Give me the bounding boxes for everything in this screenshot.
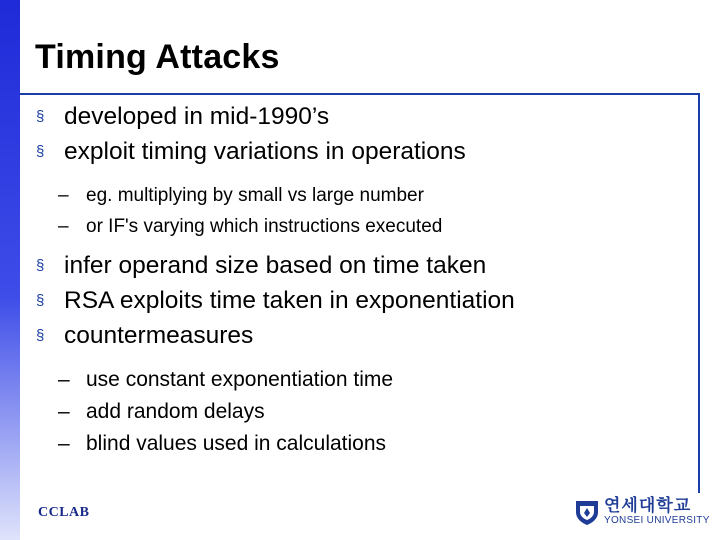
sub-bullet-item <box>58 396 515 428</box>
sub-bullet-item <box>58 428 515 460</box>
section-sign-bullet-icon: § <box>36 292 45 309</box>
sub-bullet-item <box>58 364 515 396</box>
bullet-item <box>36 283 515 318</box>
sub-bullet-item <box>58 180 515 211</box>
dash-marker: – <box>58 185 69 206</box>
bullet-item <box>36 248 515 283</box>
dash-marker: – <box>58 400 70 423</box>
bullet-item <box>36 99 515 134</box>
bullet-text: developed in mid-1990’s <box>64 103 330 130</box>
section-sign-bullet-icon: § <box>36 257 45 274</box>
dash-marker: – <box>58 432 70 455</box>
bullet-item <box>36 318 515 353</box>
bullet-text: exploit timing variations in operations <box>64 138 466 165</box>
section-sign-bullet-icon: § <box>36 327 45 344</box>
bullet-text: RSA exploits time taken in exponentiation <box>64 287 515 314</box>
dash-marker: – <box>58 368 70 391</box>
cclab-logo-text: CCLAB <box>38 505 90 520</box>
dash-marker: – <box>58 216 69 237</box>
left-accent-bar <box>0 0 20 540</box>
slide-title: Timing Attacks <box>35 38 280 76</box>
university-name-korean: 연세대학교 <box>604 496 692 515</box>
section-sign-bullet-icon: § <box>36 108 45 125</box>
sub-bullet-text: eg. multiplying by small vs large number <box>86 185 424 206</box>
sub-bullet-item <box>58 211 515 242</box>
bullet-list <box>36 99 515 460</box>
sub-bullet-text: add random delays <box>86 400 265 423</box>
sub-bullet-text: use constant exponentiation time <box>86 368 394 391</box>
yonsei-emblem-icon <box>574 498 600 526</box>
sub-bullet-text: blind values used in calculations <box>86 432 387 455</box>
yonsei-logo <box>574 497 710 526</box>
sub-bullet-text: or IF's varying which instructions executed <box>86 216 443 237</box>
title-divider <box>20 93 700 95</box>
bullet-text: countermeasures <box>64 322 254 349</box>
bullet-item <box>36 134 515 169</box>
university-name-english: YONSEI UNIVERSITY <box>604 515 710 526</box>
section-sign-bullet-icon: § <box>36 143 45 160</box>
bullet-text: infer operand size based on time taken <box>64 252 487 279</box>
right-border-line <box>698 93 700 493</box>
